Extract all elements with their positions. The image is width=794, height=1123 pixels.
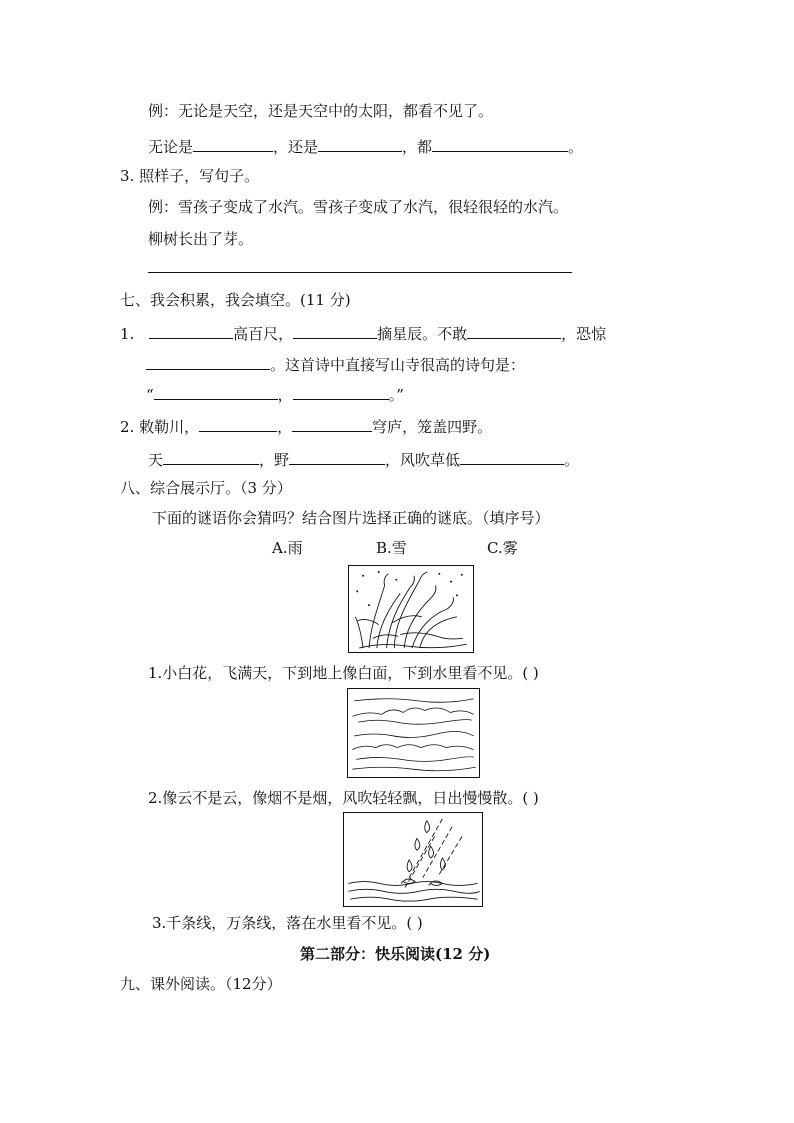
answer-blank[interactable] bbox=[163, 448, 259, 465]
poem-line-2 bbox=[146, 353, 525, 375]
answer-blank[interactable] bbox=[293, 322, 377, 339]
question-3-title: 3. 照样子，写句子。 bbox=[120, 167, 260, 185]
fill-text: 。这首诗中直接写山寺很高的诗句是： bbox=[270, 356, 526, 374]
fill-text: ，风吹草低 bbox=[385, 451, 461, 469]
answer-blank[interactable] bbox=[293, 383, 389, 400]
snowy-reeds-illustration bbox=[348, 565, 474, 653]
poem-line-3 bbox=[146, 383, 404, 405]
riddle-2: 2.像云不是云，像烟不是烟，风吹轻轻飘，日出慢慢散。( ) bbox=[148, 789, 539, 807]
fill-text: 穹庐，笼盖四野。 bbox=[372, 418, 493, 436]
riddle-3: 3.千条线，万条线，落在水里看不见。( ) bbox=[152, 914, 423, 932]
fill-text: ，还是 bbox=[273, 138, 319, 156]
part-2-title: 第二部分：快乐阅读(12 分) bbox=[300, 945, 491, 963]
answer-blank[interactable] bbox=[289, 448, 385, 465]
section-7-title: 七、我会积累，我会填空。(11 分) bbox=[120, 291, 351, 309]
option-b: B.雪 bbox=[376, 539, 407, 557]
answer-blank[interactable] bbox=[432, 135, 568, 152]
fill-text: 天 bbox=[148, 451, 164, 469]
fill-text: 2. 敕勒川， bbox=[120, 418, 200, 436]
fill-text: ，都 bbox=[402, 138, 433, 156]
prompt-sentence: 柳树长出了芽。 bbox=[148, 230, 254, 248]
answer-blank[interactable] bbox=[193, 135, 273, 152]
fill-text: ， bbox=[277, 418, 293, 436]
fill-text: 。 bbox=[568, 138, 584, 156]
fog-illustration bbox=[347, 688, 480, 778]
answer-blank[interactable] bbox=[460, 448, 564, 465]
example-sentence-2: 例：雪孩子变成了水汽。雪孩子变成了水汽，很轻很轻的水汽。 bbox=[148, 198, 569, 216]
fill-text: 无论是 bbox=[148, 138, 194, 156]
example-sentence-1: 例：无论是天空，还是天空中的太阳，都看不见了。 bbox=[148, 102, 494, 120]
option-a: A.雨 bbox=[272, 539, 303, 557]
poem-line-5 bbox=[148, 448, 579, 470]
fill-text: “ bbox=[146, 386, 154, 404]
fill-text: ，野 bbox=[259, 451, 290, 469]
fill-text: 高百尺， bbox=[233, 325, 294, 343]
answer-line[interactable] bbox=[148, 272, 572, 273]
answer-blank[interactable] bbox=[467, 322, 561, 339]
fill-text: ， bbox=[277, 386, 293, 404]
fill-text: ，恐惊 bbox=[561, 325, 607, 343]
poem-line-4 bbox=[120, 415, 492, 437]
answer-blank[interactable] bbox=[292, 415, 372, 432]
answer-blank[interactable] bbox=[318, 135, 402, 152]
answer-blank[interactable] bbox=[146, 353, 270, 370]
section-8-title: 八、综合展示厅。（3 分） bbox=[120, 479, 292, 497]
fill-text: 。” bbox=[388, 386, 404, 404]
riddle-intro: 下面的谜语你会猜吗？结合图片选择正确的谜底。（填序号） bbox=[152, 509, 550, 527]
fill-sentence-1 bbox=[148, 135, 583, 157]
answer-blank[interactable] bbox=[149, 322, 233, 339]
fill-text: 1. bbox=[120, 325, 140, 343]
option-c: C.雾 bbox=[487, 539, 518, 557]
poem-line-1 bbox=[120, 322, 606, 344]
fill-text: 。 bbox=[564, 451, 580, 469]
riddle-1: 1.小白花，飞满天，下到地上像白面，下到水里看不见。( ) bbox=[148, 664, 539, 682]
section-9-title: 九、课外阅读。（12分） bbox=[120, 975, 282, 993]
fill-text: 摘星辰。不敢 bbox=[377, 325, 468, 343]
answer-blank[interactable] bbox=[199, 415, 277, 432]
rain-illustration bbox=[343, 812, 483, 907]
answer-blank[interactable] bbox=[154, 383, 278, 400]
